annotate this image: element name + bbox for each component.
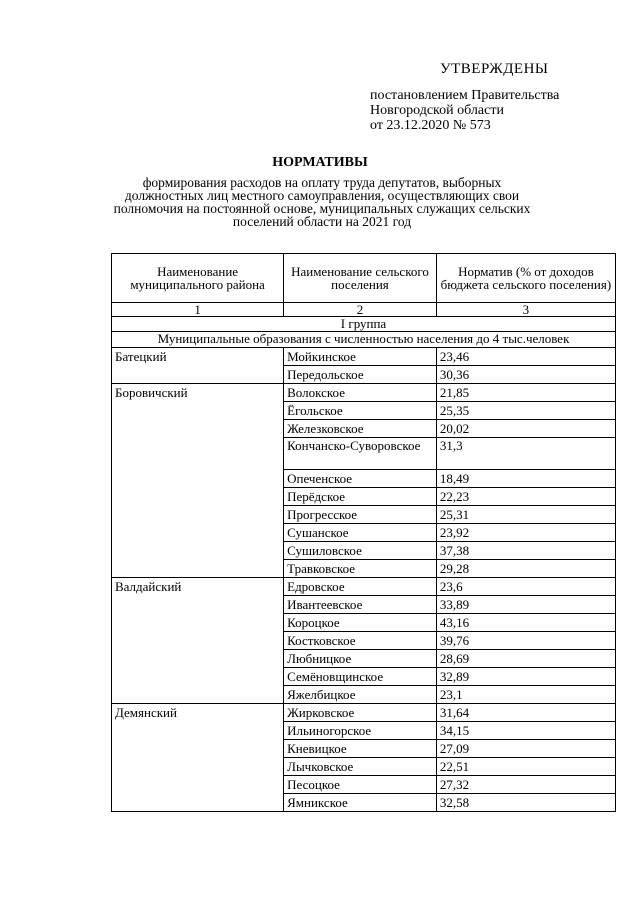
group-description: Муниципальные образования с численностью населения до 4 тыс.человек — [112, 332, 616, 348]
normative-value-cell: 31,3 — [436, 438, 615, 470]
normative-value-cell: 23,46 — [436, 348, 615, 366]
district-cell — [112, 758, 284, 776]
normative-value-cell: 30,36 — [436, 366, 615, 384]
settlement-cell: Кневицкое — [284, 740, 437, 758]
normative-value-cell: 25,31 — [436, 506, 615, 524]
settlement-cell: Травковское — [284, 560, 437, 578]
table-row — [112, 704, 616, 722]
group-title: I группа — [112, 317, 616, 332]
settlement-cell: Сушиловское — [284, 542, 437, 560]
district-cell: Валдайский — [112, 578, 284, 596]
normative-value-cell: 37,38 — [436, 542, 615, 560]
settlement-cell: Волокское — [284, 384, 437, 402]
normative-value-cell: 39,76 — [436, 632, 615, 650]
table-row — [112, 722, 616, 740]
settlement-cell: Семёновщинское — [284, 668, 437, 686]
settlement-cell: Ямникское — [284, 794, 437, 812]
normative-value-cell: 33,89 — [436, 596, 615, 614]
settlement-cell: Жирковское — [284, 704, 437, 722]
district-cell — [112, 722, 284, 740]
column-number: 2 — [284, 303, 437, 317]
district-cell — [112, 542, 284, 560]
district-cell: Батецкий — [112, 348, 284, 366]
table-row — [112, 740, 616, 758]
settlement-cell: Костковское — [284, 632, 437, 650]
settlement-cell: Прогресское — [284, 506, 437, 524]
column-header-district: Наименование муниципального района — [112, 254, 284, 303]
table-row — [112, 758, 616, 776]
table-row — [112, 470, 616, 488]
settlement-cell: Яжелбицкое — [284, 686, 437, 704]
district-cell — [112, 686, 284, 704]
normative-value-cell: 29,28 — [436, 560, 615, 578]
district-cell — [112, 560, 284, 578]
district-cell: Демянский — [112, 704, 284, 722]
district-cell — [112, 614, 284, 632]
settlement-cell: Короцкое — [284, 614, 437, 632]
table-row — [112, 542, 616, 560]
table-row — [112, 596, 616, 614]
table-row — [112, 420, 616, 438]
settlement-cell: Перёдское — [284, 488, 437, 506]
table-row — [112, 686, 616, 704]
settlement-cell: Любницкое — [284, 650, 437, 668]
normative-value-cell: 34,15 — [436, 722, 615, 740]
district-cell — [112, 596, 284, 614]
table-row — [112, 794, 616, 812]
settlement-cell: Мойкинское — [284, 348, 437, 366]
district-cell: Боровичский — [112, 384, 284, 402]
table-row — [112, 402, 616, 420]
table-row — [112, 578, 616, 596]
table-row — [112, 524, 616, 542]
district-cell — [112, 650, 284, 668]
table-row — [112, 650, 616, 668]
normative-value-cell: 32,89 — [436, 668, 615, 686]
settlement-cell: Кончанско-Суворовское — [284, 438, 437, 470]
normative-value-cell: 22,23 — [436, 488, 615, 506]
column-number: 1 — [112, 303, 284, 317]
district-cell — [112, 632, 284, 650]
district-cell — [112, 402, 284, 420]
district-cell — [112, 740, 284, 758]
column-header-normative: Норматив (% от доходов бюджета сельского поселения) — [436, 254, 615, 303]
normative-value-cell: 23,6 — [436, 578, 615, 596]
district-cell — [112, 470, 284, 488]
table-row — [112, 348, 616, 366]
district-cell — [112, 668, 284, 686]
normative-value-cell: 23,92 — [436, 524, 615, 542]
approval-line: от 23.12.2020 № 573 — [370, 118, 491, 133]
normative-value-cell: 43,16 — [436, 614, 615, 632]
settlement-cell: Ёгольское — [284, 402, 437, 420]
table-row — [112, 668, 616, 686]
district-cell — [112, 794, 284, 812]
settlement-cell: Лычковское — [284, 758, 437, 776]
table-row — [112, 438, 616, 470]
document-title: НОРМАТИВЫ — [272, 155, 368, 170]
settlement-cell: Песоцкое — [284, 776, 437, 794]
normative-value-cell: 25,35 — [436, 402, 615, 420]
settlement-cell: Ильиногорское — [284, 722, 437, 740]
approval-line: постановлением Правительства — [370, 88, 560, 103]
approval-line: Новгородской области — [370, 103, 504, 118]
approval-heading: УТВЕРЖДЕНЫ — [440, 61, 549, 77]
table-row — [112, 506, 616, 524]
normative-value-cell: 27,32 — [436, 776, 615, 794]
district-cell — [112, 506, 284, 524]
normative-value-cell: 20,02 — [436, 420, 615, 438]
district-cell — [112, 488, 284, 506]
settlement-cell: Железковское — [284, 420, 437, 438]
district-cell — [112, 776, 284, 794]
settlement-cell: Сушанское — [284, 524, 437, 542]
district-cell — [112, 366, 284, 384]
table-row — [112, 632, 616, 650]
table-row — [112, 776, 616, 794]
table-row — [112, 614, 616, 632]
document-subtitle: формирования расходов на оплату труда депутатов, выборных должностных лиц местного самоуправления, осуществляющих свои полномочия на постоянной основе, муниципальных служащих сельских поселений области на 2021 год — [113, 175, 531, 229]
normative-value-cell: 18,49 — [436, 470, 615, 488]
table-row — [112, 488, 616, 506]
column-header-settlement: Наименование сельского поселения — [284, 254, 437, 303]
column-number: 3 — [436, 303, 615, 317]
table-row — [112, 366, 616, 384]
settlement-cell: Ивантеевское — [284, 596, 437, 614]
normative-value-cell: 28,69 — [436, 650, 615, 668]
normative-value-cell: 31,64 — [436, 704, 615, 722]
normative-value-cell: 32,58 — [436, 794, 615, 812]
approval-block — [370, 62, 630, 133]
district-cell — [112, 524, 284, 542]
normative-value-cell: 23,1 — [436, 686, 615, 704]
table-row — [112, 384, 616, 402]
settlement-cell: Опеченское — [284, 470, 437, 488]
normative-value-cell: 21,85 — [436, 384, 615, 402]
normative-value-cell: 27,09 — [436, 740, 615, 758]
district-cell — [112, 420, 284, 438]
district-cell — [112, 438, 284, 470]
normative-value-cell: 22,51 — [436, 758, 615, 776]
normatives-table — [111, 253, 616, 812]
settlement-cell: Передольское — [284, 366, 437, 384]
table-row — [112, 560, 616, 578]
settlement-cell: Едровское — [284, 578, 437, 596]
